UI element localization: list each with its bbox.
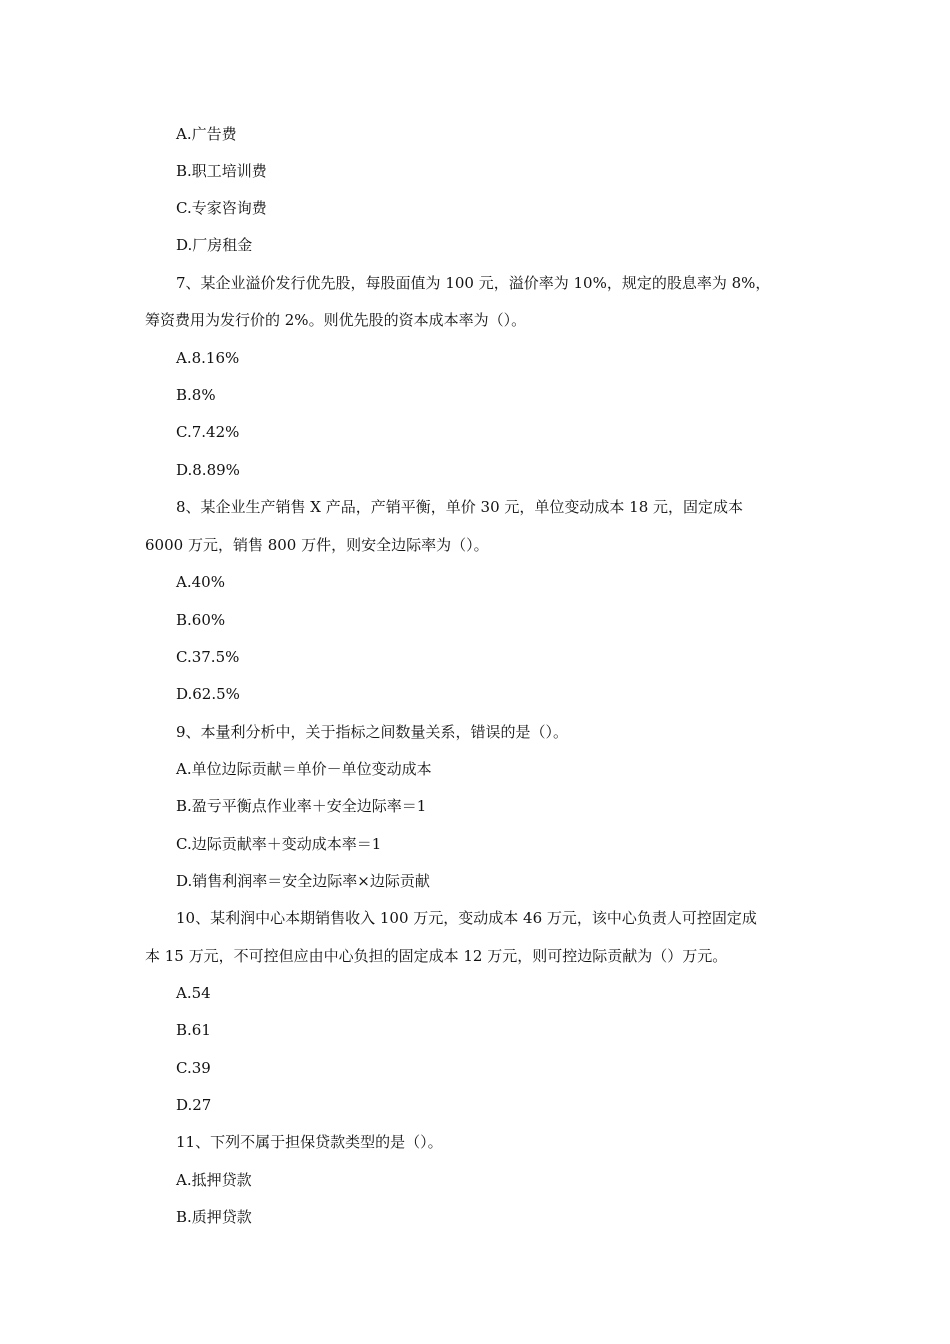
q10-option-b: B.61 xyxy=(176,1021,211,1039)
q11-option-b: B.质押贷款 xyxy=(176,1208,252,1226)
q9-stem: 9、本量利分析中，关于指标之间数量关系，错误的是（）。 xyxy=(176,723,569,741)
q11-stem: 11、下列不属于担保贷款类型的是（）。 xyxy=(176,1133,443,1151)
q10-stem-line-1: 10、某利润中心本期销售收入 100 万元，变动成本 46 万元，该中心负责人可控固定成 xyxy=(176,909,757,927)
q11-option-a: A.抵押贷款 xyxy=(176,1171,252,1189)
q6-option-c: C.专家咨询费 xyxy=(176,199,267,217)
q9-option-b: B.盈亏平衡点作业率＋安全边际率＝1 xyxy=(176,797,427,815)
q7-option-a: A.8.16% xyxy=(176,349,240,367)
q8-option-c: C.37.5% xyxy=(176,648,240,666)
q7-option-c: C.7.42% xyxy=(176,423,240,441)
q10-option-d: D.27 xyxy=(176,1096,212,1114)
q7-option-b: B.8% xyxy=(176,386,216,404)
q8-option-d: D.62.5% xyxy=(176,685,240,703)
q9-option-c: C.边际贡献率＋变动成本率＝1 xyxy=(176,835,382,853)
q8-stem-line-2: 6000 万元，销售 800 万件，则安全边际率为（）。 xyxy=(145,536,489,554)
q7-stem-line-2: 筹资费用为发行价的 2%。则优先股的资本成本率为（）。 xyxy=(145,311,527,329)
q10-option-a: A.54 xyxy=(176,984,211,1002)
q9-option-a: A.单位边际贡献＝单价－单位变动成本 xyxy=(176,760,432,778)
q7-option-d: D.8.89% xyxy=(176,461,240,479)
q6-option-a: A.广告费 xyxy=(176,125,237,143)
q7-stem-line-1: 7、某企业溢价发行优先股，每股面值为 100 元，溢价率为 10%，规定的股息率为 8%， xyxy=(176,274,771,292)
q8-option-b: B.60% xyxy=(176,611,226,629)
q10-option-c: C.39 xyxy=(176,1059,211,1077)
q9-option-d: D.销售利润率＝安全边际率×边际贡献 xyxy=(176,872,430,890)
q8-stem-line-1: 8、某企业生产销售 X 产品，产销平衡，单价 30 元，单位变动成本 18 元，固定成本 xyxy=(176,498,744,516)
q10-stem-line-2: 本 15 万元，不可控但应由中心负担的固定成本 12 万元，则可控边际贡献为（）万元。 xyxy=(145,947,728,965)
q6-option-b: B.职工培训费 xyxy=(176,162,267,180)
q6-option-d: D.厂房租金 xyxy=(176,236,253,254)
q8-option-a: A.40% xyxy=(176,573,225,591)
